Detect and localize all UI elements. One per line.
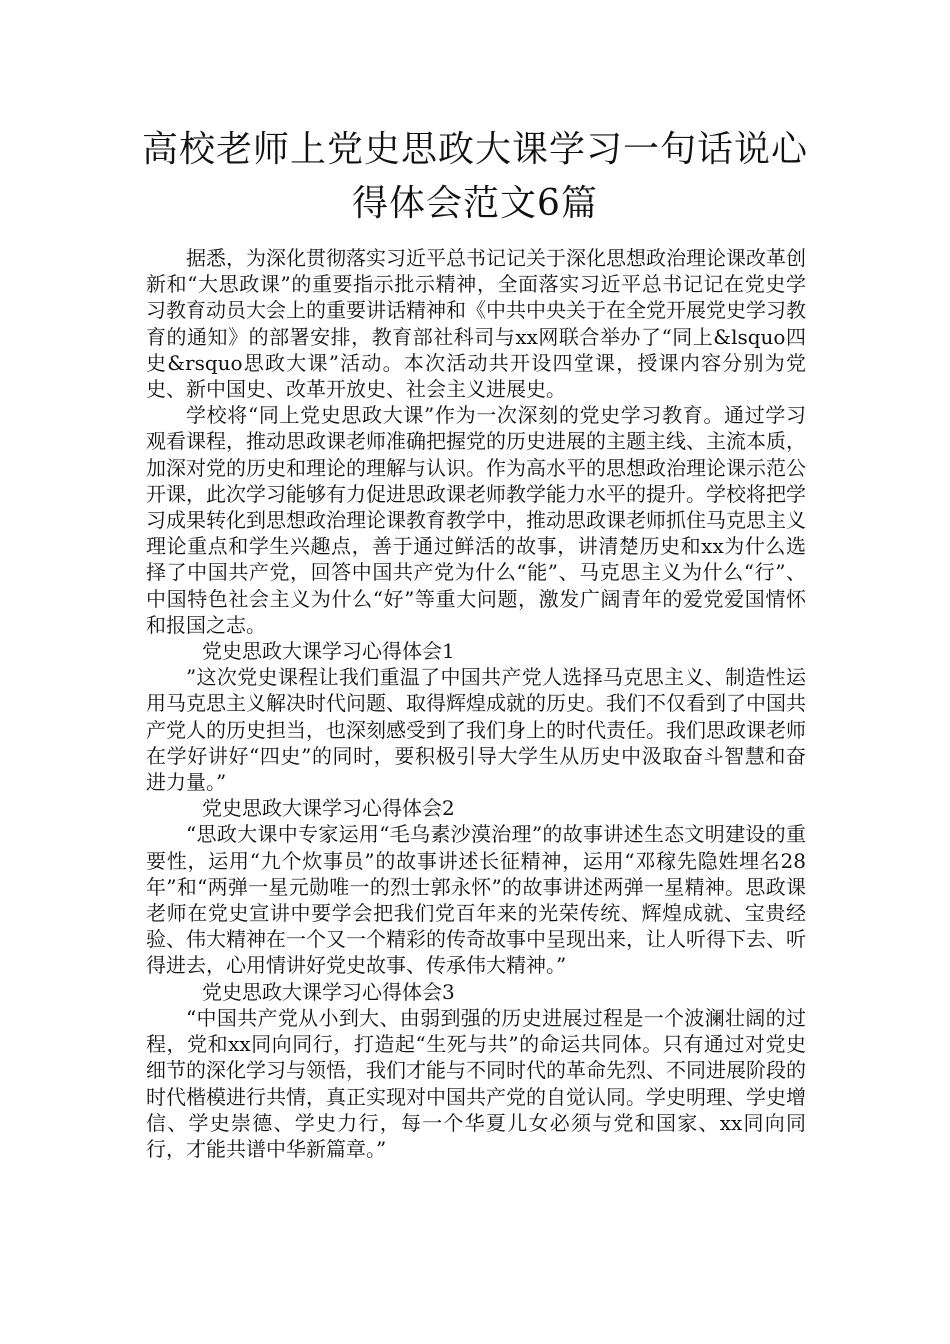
section-text-2: “思政大课中专家运用“毛乌素沙漠治理”的故事讲述生态文明建设的重要性，运用“九个炊事员”的故事讲述长征精神，运用“邓稼先隐姓埋名28年”和“两弹一星元勋唯一的烈士郭永怀”的故事讲述两弹一星精神。思政课老师在党史宣讲中要学会把我们党百年来的光荣传统、辉煌成就、宝贵经验、伟大精神在一个又一个精彩的传奇故事中呈现出来，让人听得下去、听得进去，心用情讲好党史故事、传承伟大精神。” [146,822,806,978]
section-text-3: “中国共产党从小到大、由弱到强的历史进展过程是一个波澜壮阔的过程，党和xx同向同行，打造起“生死与共”的命运共同体。只有通过对党史细节的深化学习与领悟，我们才能与不同时代的革命先烈、不同进展阶段的时代楷模进行共情，真正实现对中国共产党的自觉认同。学史明理、学史增信、学史崇德、学史力行，每一个华夏儿女必须与党和国家、xx同向同行，才能共谱中华新篇章。” [146,1005,806,1161]
title-line-1: 高校老师上党史思政大课学习一句话说心 [141,129,808,170]
section-text-1: ”这次党史课程让我们重温了中国共产党人选择马克思主义、制造性运用马克思主义解决时代问题、取得辉煌成就的历史。我们不仅看到了中国共产党人的历史担当，也深刻感受到了我们身上的时代责任。我们思政课老师在学好讲好“四史”的同时，要积极引导大学生从历史中汲取奋斗智慧和奋进力量。” [146,665,806,795]
document-title [120,123,830,231]
document-body [146,245,806,1162]
section-heading-3: 党史思政大课学习心得体会3 [202,979,455,1004]
section-heading-1: 党史思政大课学习心得体会1 [202,639,455,664]
title-line-2: 得体会范文6篇 [352,183,598,224]
intro-paragraph-2: 学校将“同上党史思政大课”作为一次深刻的党史学习教育。通过学习观看课程，推动思政课老师准确把握党的历史进展的主题主线、主流本质，加深对党的历史和理论的理解与认识。作为高水平的思想政治理论课示范公开课，此次学习能够有力促进思政课老师教学能力水平的提升。学校将把学习成果转化到思想政治理论课教育教学中，推动思政课老师抓住马克思主义理论重点和学生兴趣点，善于通过鲜活的故事，讲清楚历史和xx为什么选择了中国共产党，回答中国共产党为什么“能”、马克思主义为什么“行”、中国特色社会主义为什么“好”等重大问题，激发广阔青年的爱党爱国情怀和报国之志。 [146,403,806,637]
section-heading-2: 党史思政大课学习心得体会2 [202,796,455,821]
intro-paragraph-1: 据悉，为深化贯彻落实习近平总书记记关于深化思想政治理论课改革创新和“大思政课”的重要指示批示精神，全面落实习近平总书记记在党史学习教育动员大会上的重要讲话精神和《中共中央关于在全党开展党史学习教育的通知》的部署安排，教育部社科司与xx网联合举办了“同上&lsquo四史&rsquo思政大课”活动。本次活动共开设四堂课，授课内容分别为党史、新中国史、改革开放史、社会主义进展史。 [146,246,806,402]
